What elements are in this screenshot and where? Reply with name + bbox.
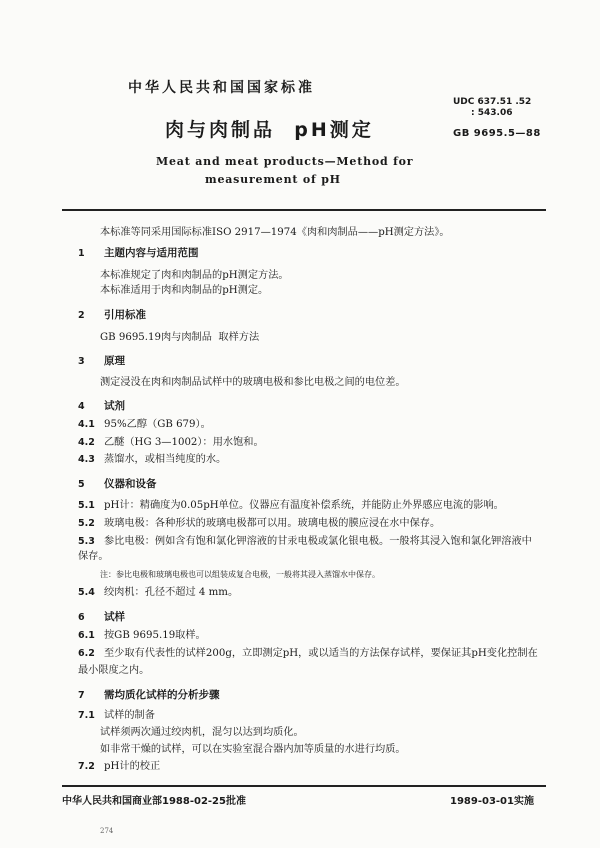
item-text: pH计的校正 [104, 761, 161, 772]
english-title-line-2: measurement of pH [205, 173, 341, 186]
section-4-heading [78, 401, 125, 412]
english-title-line-1: Meat and meat products—Method for [156, 155, 414, 168]
item-number: 5.3 [78, 536, 95, 547]
section-number: 5 [78, 479, 85, 490]
section-number: 6 [78, 612, 85, 623]
item-text: 参比电极：例如含有饱和氯化钾溶液的甘汞电极或氯化银电极。一般将其浸入饱和氯化钾溶液中 [104, 536, 532, 547]
item-text: pH计：精确度为0.05pH单位。仪器应有温度补偿系统，并能防止外界感应电流的影响。 [104, 500, 504, 511]
header-divider [62, 209, 546, 211]
section-5-heading [78, 479, 157, 490]
section-1-heading [78, 248, 199, 259]
footer-divider [62, 785, 546, 787]
section-number: 4 [78, 401, 85, 412]
item-text: 绞肉机：孔径不超过 4 mm。 [104, 587, 239, 598]
section-title: 原理 [104, 355, 125, 367]
item-text: 玻璃电极：各种形状的玻璃电极都可以用。玻璃电极的膜应浸在水中保存。 [104, 518, 441, 529]
section-title: 试剂 [104, 400, 125, 412]
item-number: 7.2 [78, 761, 95, 772]
list-item [78, 420, 211, 430]
item-number: 5.2 [78, 518, 95, 529]
item-text: 95%乙醇（GB 679）。 [104, 419, 211, 430]
section-number: 1 [78, 248, 85, 259]
list-item [78, 649, 538, 659]
list-item [78, 762, 160, 772]
item-number: 6.1 [78, 630, 95, 641]
paragraph: 如非常干燥的试样，可以在实验室混合器内加等质量的水进行均质。 [100, 744, 406, 755]
list-item [78, 631, 206, 641]
section-number: 2 [78, 310, 85, 321]
item-text: 试样的制备 [104, 710, 155, 721]
paragraph: GB 9695.19肉与肉制品 取样方法 [100, 332, 260, 343]
paragraph-continuation: 最小限度之内。 [78, 665, 150, 676]
note: 注：参比电极和玻璃电极也可以组装成复合电极，一般将其浸入蒸馏水中保存。 [100, 570, 380, 579]
paragraph: 本标准适用于肉和肉制品的pH测定。 [100, 285, 269, 296]
section-title: 引用标准 [104, 309, 146, 321]
list-item [78, 438, 264, 448]
item-text: 按GB 9695.19取样。 [104, 630, 206, 641]
item-number: 7.1 [78, 710, 95, 721]
paragraph: 测定浸没在肉和肉制品试样中的玻璃电极和参比电极之间的电位差。 [100, 377, 406, 388]
item-text: 至少取有代表性的试样200g，立即测定pH，或以适当的方法保存试样，要保证其pH变化控制在 [104, 648, 538, 659]
udc-code: UDC 637.51 .52 [453, 97, 532, 107]
intro-paragraph: 本标准等同采用国际标准ISO 2917—1974《肉和肉制品——pH测定方法》。 [100, 227, 450, 238]
standard-number: GB 9695.5—88 [453, 128, 541, 139]
list-item [78, 711, 155, 721]
section-number: 7 [78, 690, 85, 701]
list-item [78, 455, 226, 465]
approval-date: 中华人民共和国商业部1988-02-25批准 [62, 796, 246, 807]
document-title: 肉与肉制品 pH测定 [165, 119, 374, 141]
item-number: 4.3 [78, 454, 95, 465]
section-title: 主题内容与适用范围 [104, 247, 199, 259]
item-text: 乙醚（HG 3—1002）：用水饱和。 [104, 437, 264, 448]
paragraph-continuation: 保存。 [78, 551, 109, 562]
udc-code-continued: : 543.06 [471, 108, 513, 118]
item-text: 蒸馏水，或相当纯度的水。 [104, 454, 227, 465]
list-item [78, 519, 440, 529]
effective-date: 1989-03-01实施 [450, 796, 534, 807]
page-number: 274 [100, 827, 114, 835]
paragraph: 试样须两次通过绞肉机，混匀以达到均质化。 [100, 727, 304, 738]
paragraph: 本标准规定了肉和肉制品的pH测定方法。 [100, 270, 289, 281]
item-number: 4.2 [78, 437, 95, 448]
list-item [78, 501, 504, 511]
section-7-heading [78, 690, 220, 701]
item-number: 6.2 [78, 648, 95, 659]
item-number: 5.1 [78, 500, 95, 511]
section-6-heading [78, 612, 125, 623]
item-number: 5.4 [78, 587, 95, 598]
item-number: 4.1 [78, 419, 95, 430]
section-3-heading [78, 356, 125, 367]
section-title: 需均质化试样的分析步骤 [104, 689, 220, 701]
national-standard-label: 中华人民共和国国家标准 [128, 80, 315, 96]
section-title: 试样 [104, 611, 125, 623]
section-number: 3 [78, 356, 85, 367]
list-item [78, 588, 238, 598]
section-title: 仪器和设备 [104, 478, 157, 490]
list-item [78, 537, 532, 547]
section-2-heading [78, 310, 146, 321]
